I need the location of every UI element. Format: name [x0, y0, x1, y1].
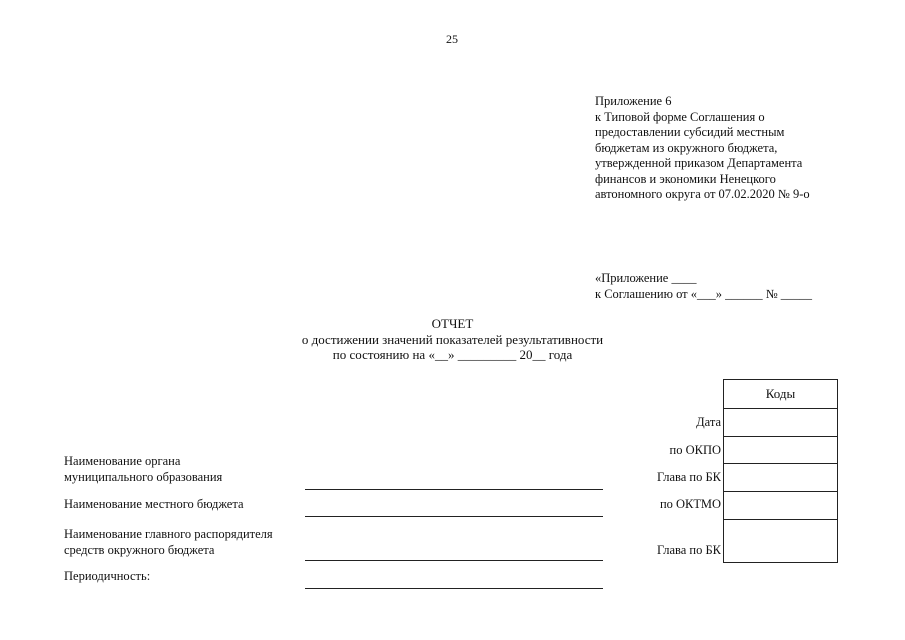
- page-number: 25: [446, 32, 458, 46]
- annex-line-2: к Соглашению от «___» ______ № _____: [595, 287, 813, 301]
- codes-table: [723, 379, 838, 563]
- field-label-organ-line1: Наименование органа: [64, 454, 181, 468]
- code-cell-oktmo[interactable]: [724, 491, 837, 519]
- appendix-line: бюджетам из окружного бюджета,: [595, 140, 778, 155]
- appendix-line: предоставлении субсидий местным: [595, 125, 785, 139]
- codes-header: Коды: [765, 386, 796, 401]
- distributor-fill-line[interactable]: [305, 560, 603, 561]
- field-label-budget: Наименование местного бюджета: [64, 497, 244, 511]
- field-label-organ: [64, 454, 222, 485]
- report-heading: ОТЧЕТ: [431, 316, 474, 331]
- code-label-okpo: по ОКПО: [669, 443, 721, 457]
- code-label-oktmo: по ОКТМО: [659, 497, 721, 511]
- field-label-periodicity: Периодичность:: [64, 569, 151, 583]
- code-cell-glava-bk-2[interactable]: [724, 519, 837, 562]
- annex-block: [595, 270, 812, 302]
- annex-line-1: «Приложение ____: [595, 271, 697, 285]
- code-cell-glava-bk-1[interactable]: [724, 463, 837, 491]
- appendix-line: финансов и экономики Ненецкого: [595, 171, 776, 186]
- field-label-organ-line2: муниципального образования: [64, 469, 223, 484]
- field-label-distributor: [64, 527, 273, 558]
- code-cell-date[interactable]: [724, 408, 837, 436]
- code-label-glava-bk: Глава по БК: [656, 543, 721, 557]
- code-cell-okpo[interactable]: [724, 436, 837, 463]
- periodicity-fill-line[interactable]: [305, 588, 603, 589]
- appendix-line: Приложение 6: [595, 94, 672, 108]
- code-label-date: Дата: [696, 415, 721, 429]
- report-title-block: [0, 316, 905, 363]
- budget-fill-line[interactable]: [305, 516, 603, 517]
- appendix-line: автономного округа от 07.02.2020 № 9-о: [595, 187, 810, 201]
- field-label-distributor-line2: средств окружного бюджета: [64, 542, 215, 557]
- report-subtitle: о достижении значений показателей результативности: [301, 331, 604, 347]
- appendix-line: утвержденной приказом Департамента: [595, 156, 803, 170]
- appendix-line: к Типовой форме Соглашения о: [595, 109, 765, 124]
- report-date-line: по состоянию на «__» _________ 20__ года: [332, 347, 573, 362]
- organ-fill-line[interactable]: [305, 489, 603, 490]
- appendix-block: [595, 94, 810, 203]
- field-label-distributor-line1: Наименование главного распорядителя: [64, 527, 273, 541]
- code-label-glava-bk: Глава по БК: [656, 470, 721, 484]
